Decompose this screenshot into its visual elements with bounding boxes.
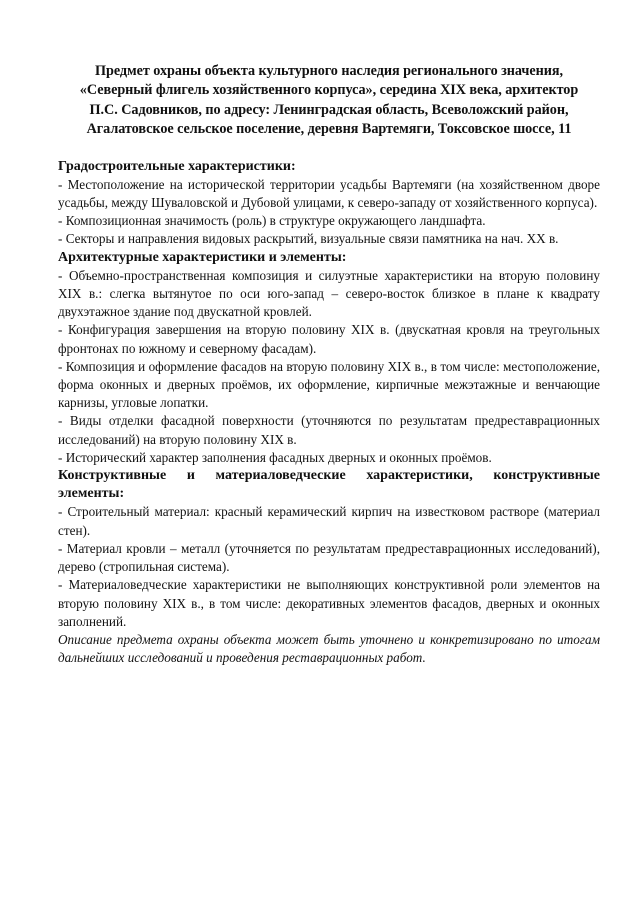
section-item: - Конфигурация завершения на вторую половину XIX в. (двускатная кровля на треугольных фронтонах по южному и северному фасадам). <box>58 322 600 356</box>
section-item: - Материал кровли – металл (уточняется по результатам предреставрационных исследований), дерево (стропильная система). <box>58 540 600 575</box>
section-structural <box>58 467 600 631</box>
section-item: - Виды отделки фасадной поверхности (уточняются по результатам предреставрационных исследований) на вторую половину XIX в. <box>58 413 600 447</box>
document-page <box>58 62 600 667</box>
title-line: Предмет охраны объекта культурного наследия регионального значения, <box>95 63 563 79</box>
section-item: - Секторы и направления видовых раскрытий, визуальные связи памятника на нач. XX в. <box>58 231 559 247</box>
section-item: - Местоположение на исторической территории усадьбы Вартемяги (на хозяйственном дворе усадьбы, между Шуваловской и Дубовой улицами, к северо-западу от хозяйственного корпуса). <box>58 176 600 211</box>
section-item: - Объемно-пространственная композиция и силуэтные характеристики на вторую половину XIX в.: слегка вытянутое по оси юго-запад – северо-восток близкое в плане к квадрату двухэтажное здание под двускатной кровлей. <box>58 267 600 320</box>
section-item: - Материаловедческие характеристики не выполняющих конструктивной роли элементов на вторую половину XIX в., в том числе: декоративных элементов фасадов, дверных и оконных заполнений. <box>58 577 600 629</box>
section-item: - Композиция и оформление фасадов на вторую половину XIX в., в том числе: местоположение, форма оконных и дверных проёмов, их оформление, кирпичные межэтажные и венчающие карнизы, угловые лопатки. <box>58 358 600 411</box>
section-heading: Градостроительные характеристики: <box>58 158 296 174</box>
title-line: «Северный флигель хозяйственного корпуса», середина XIX века, архитектор <box>79 82 579 99</box>
title-line: П.С. Садовников, по адресу: Ленинградская область, Всеволожский район, <box>89 101 569 118</box>
section-item: - Исторический характер заполнения фасадных дверных и оконных проёмов. <box>58 449 492 465</box>
title-line: Агалатовское сельское поселение, деревня Вартемяги, Токсовское шоссе, 11 <box>86 121 572 138</box>
section-heading: Конструктивные и материаловедческие характеристики, конструктивные элементы: <box>58 468 600 502</box>
section-heading: Архитектурные характеристики и элементы: <box>58 249 347 265</box>
section-item: - Строительный материал: красный керамический кирпич на известковом растворе (материал стен). <box>58 504 600 538</box>
section-urban-planning <box>58 158 600 249</box>
closing-note: Описание предмета охраны объекта может быть уточнено и конкретизировано по итогам дальнейших исследований и проведения реставрационных работ. <box>58 631 600 666</box>
document-title <box>58 62 600 140</box>
section-item: - Композиционная значимость (роль) в структуре окружающего ландшафта. <box>58 213 486 229</box>
section-architectural <box>58 249 600 467</box>
